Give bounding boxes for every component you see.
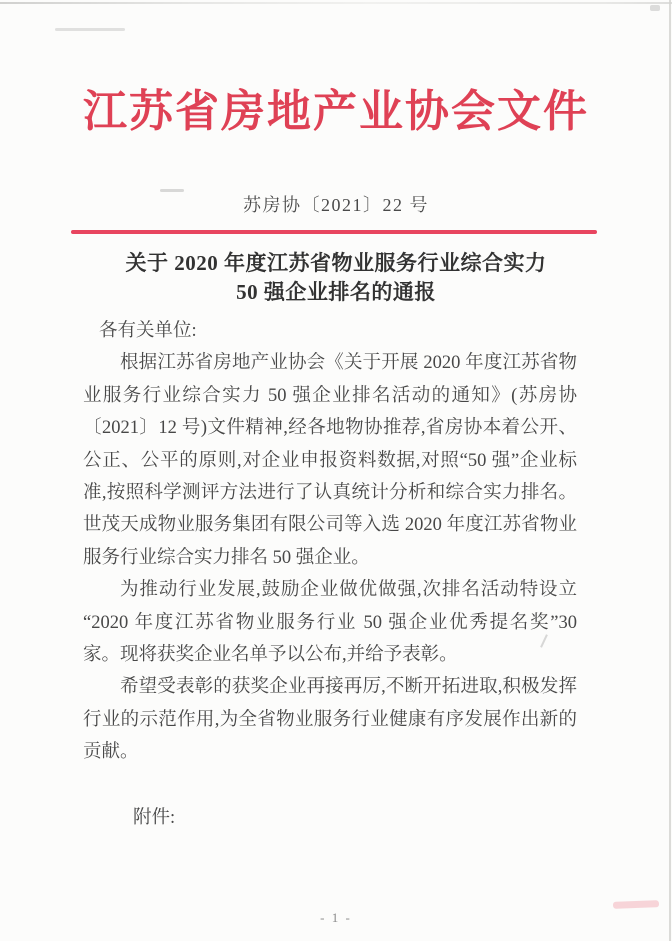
document-title — [0, 249, 672, 307]
document-body — [83, 315, 577, 834]
document-title-line2: 50 强企业排名的通报 — [236, 280, 436, 304]
letterhead-org-title: 江苏省房地产业协会文件 — [83, 87, 589, 136]
scan-artifact-top-left-smudge — [55, 28, 125, 31]
scan-artifact-bottom-right-smudge — [613, 900, 659, 909]
salutation: 各有关单位: — [99, 321, 197, 341]
scan-artifact-top-edge — [0, 2, 672, 4]
scan-artifact-right-edge — [669, 0, 671, 941]
red-divider-rule — [71, 230, 597, 234]
scan-artifact-top-right-mark — [650, 5, 660, 11]
body-paragraph-3: 希望受表彰的获奖企业再接再厉,不断开拓进取,积极发挥行业的示范作用,为全省物业服务行业健康有序发展作出新的贡献。 — [83, 677, 577, 763]
attachment-label: 附件: — [133, 807, 176, 828]
scan-artifact-dash — [160, 189, 184, 192]
document-reference-number: 苏房协〔2021〕22 号 — [243, 195, 429, 215]
document-title-line1: 关于 2020 年度江苏省物业服务行业综合实力 — [125, 251, 547, 275]
body-paragraph-2: 为推动行业发展,鼓励企业做优做强,次排名活动特设立“2020 年度江苏省物业服务行业 50 强企业优秀提名奖”30 家。现将获奖企业名单予以公布,并给予表彰。 — [83, 580, 577, 666]
body-paragraph-1: 根据江苏省房地产业协会《关于开展 2020 年度江苏省物业服务行业综合实力 50 强企业排名活动的通知》(苏房协〔2021〕12 号)文件精神,经各地物协推荐,省房协本着公开、公正、公平的原则,对企业申报资料数据,对照“50 强”企业标准,按照科学测评方法进行了认真统计分析和综合实力排名。世茂天成物业服务集团有限公司等入选 2020 年度江苏省物业服务行业综合实力排名 50 强企业。 — [83, 353, 577, 568]
page-number: - 1 - — [320, 910, 352, 925]
